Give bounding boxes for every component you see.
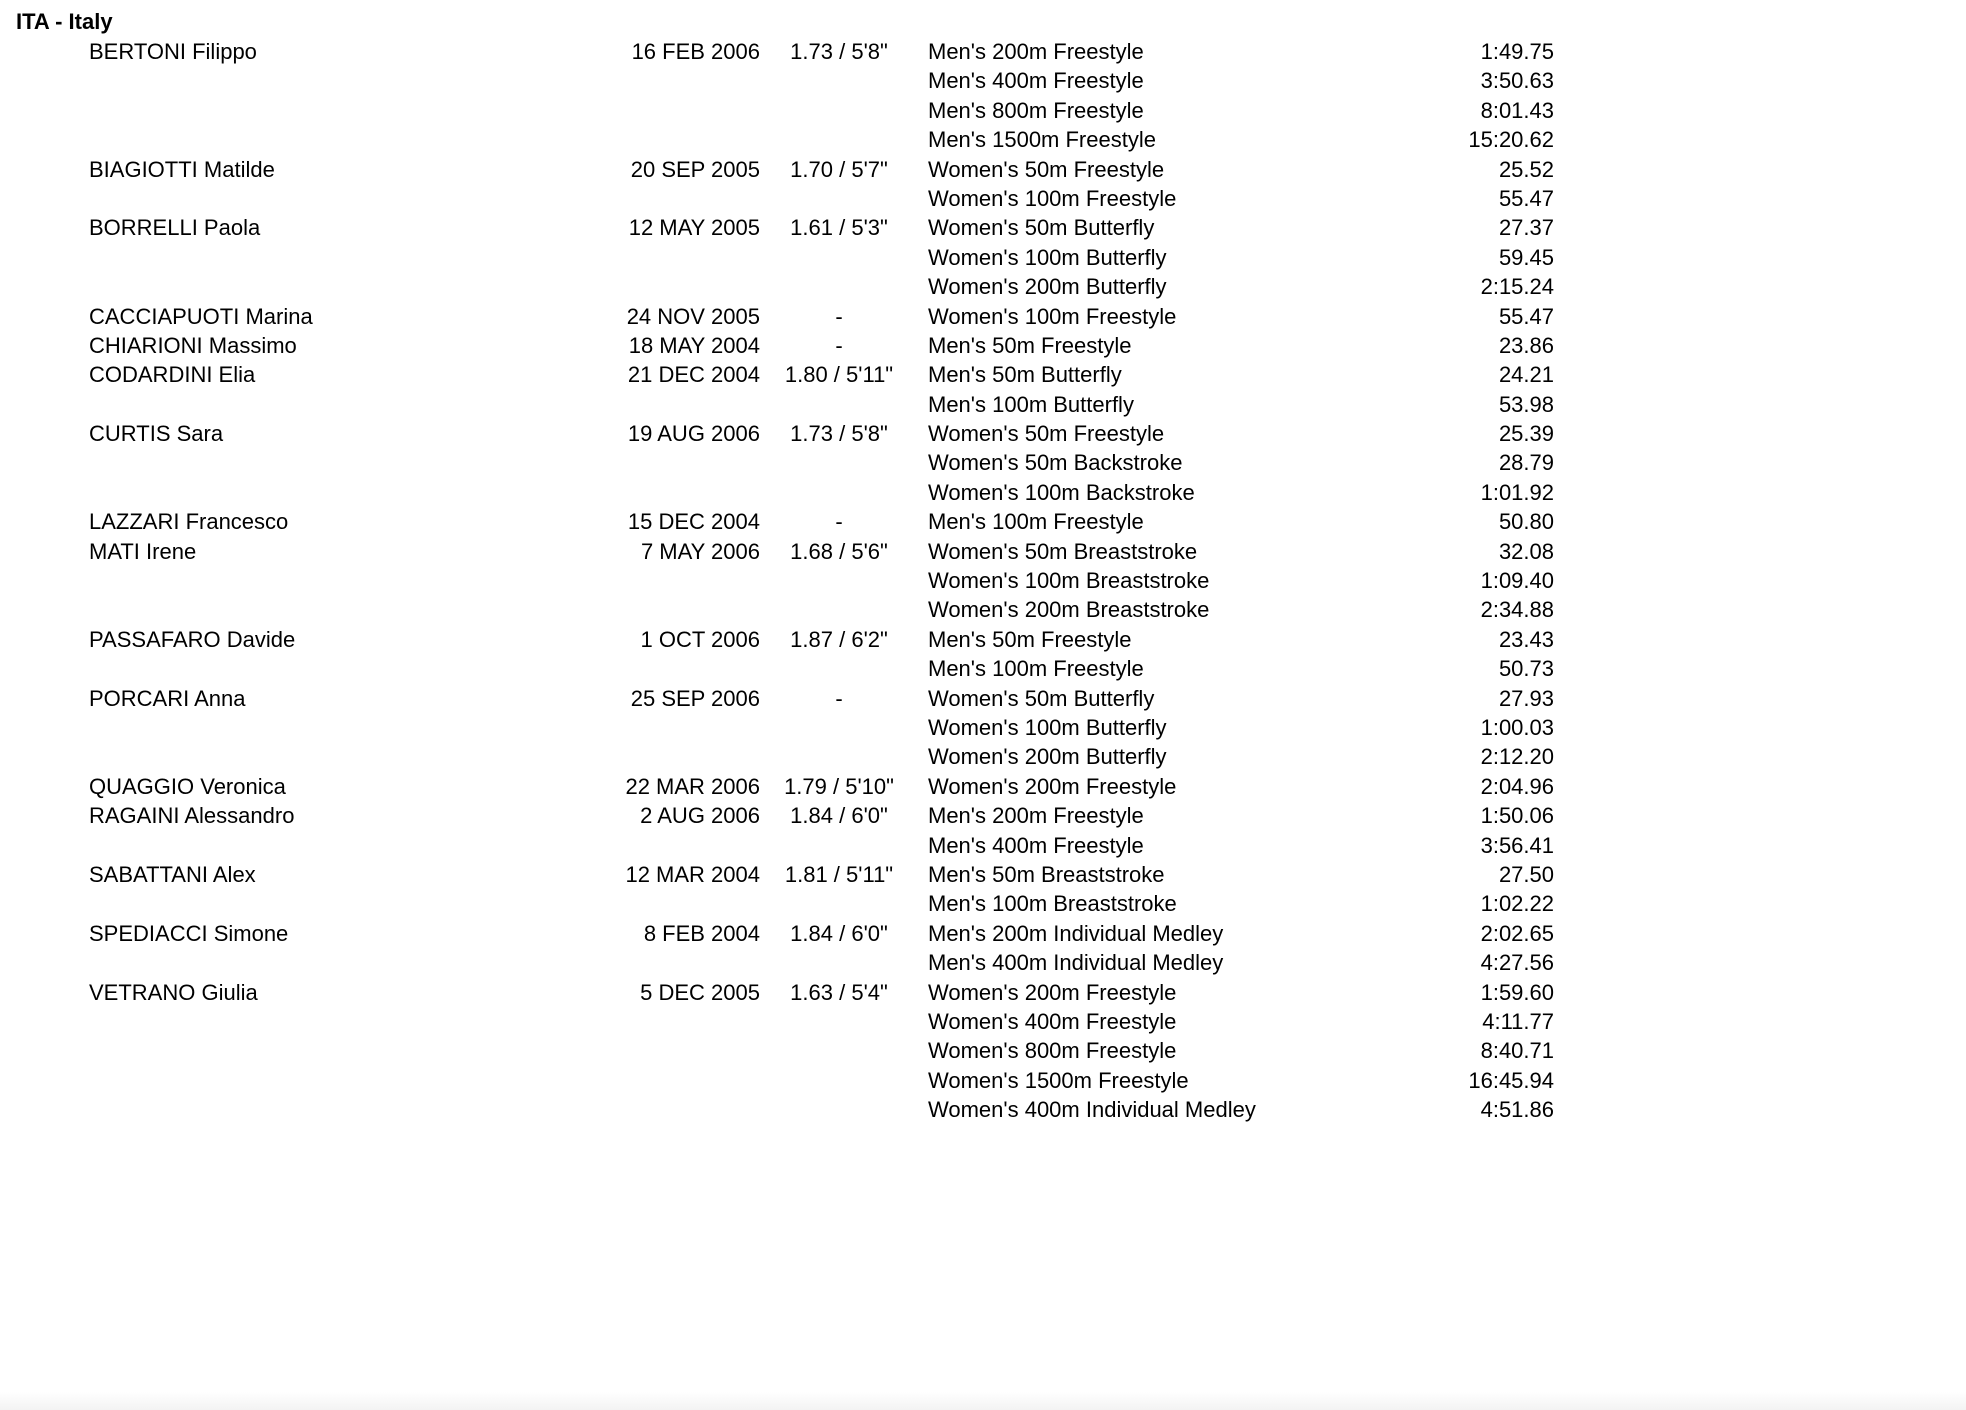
entry-time: 24.21 bbox=[1498, 362, 1554, 388]
entry-time: 1:59.60 bbox=[1480, 979, 1554, 1005]
event-name: Men's 100m Breaststroke bbox=[928, 891, 1177, 917]
country-heading: ITA - Italy bbox=[16, 9, 113, 34]
entry-row bbox=[0, 96, 1966, 125]
entry-time: 2:02.65 bbox=[1480, 920, 1554, 946]
athlete-height: 1.80 / 5'11" bbox=[784, 362, 894, 388]
athlete-name: PASSAFARO Davide bbox=[89, 626, 296, 652]
event-name: Women's 200m Freestyle bbox=[928, 979, 1177, 1005]
event-name: Women's 200m Breaststroke bbox=[928, 597, 1210, 623]
entry-time: 3:56.41 bbox=[1480, 832, 1554, 858]
athlete-height: 1.79 / 5'10" bbox=[784, 773, 894, 799]
event-name: Women's 50m Freestyle bbox=[928, 156, 1165, 182]
event-name: Men's 100m Butterfly bbox=[928, 391, 1134, 417]
bottom-shade bbox=[0, 1392, 1966, 1410]
entry-row bbox=[0, 125, 1966, 154]
entry-row bbox=[0, 1007, 1966, 1036]
athlete-height: - bbox=[835, 509, 843, 535]
entry-time: 27.93 bbox=[1498, 685, 1554, 711]
athlete-name: MATI Irene bbox=[89, 538, 197, 564]
entry-row bbox=[0, 419, 1966, 448]
entry-time: 55.47 bbox=[1498, 185, 1554, 211]
entry-row bbox=[0, 713, 1966, 742]
entry-row bbox=[0, 213, 1966, 242]
entry-row bbox=[0, 507, 1966, 536]
entry-row bbox=[0, 243, 1966, 272]
event-name: Women's 100m Butterfly bbox=[928, 244, 1167, 270]
entry-time: 27.50 bbox=[1498, 861, 1554, 887]
entry-time: 1:00.03 bbox=[1480, 714, 1554, 740]
event-name: Men's 200m Individual Medley bbox=[928, 920, 1224, 946]
event-name: Women's 1500m Freestyle bbox=[928, 1067, 1189, 1093]
event-name: Women's 100m Freestyle bbox=[928, 185, 1177, 211]
event-name: Men's 800m Freestyle bbox=[928, 97, 1144, 123]
entry-row bbox=[0, 625, 1966, 654]
entry-row bbox=[0, 831, 1966, 860]
event-name: Women's 400m Individual Medley bbox=[928, 1097, 1256, 1123]
event-name: Women's 100m Backstroke bbox=[928, 479, 1195, 505]
entry-row bbox=[0, 684, 1966, 713]
entry-time: 25.39 bbox=[1498, 421, 1554, 447]
event-name: Women's 200m Butterfly bbox=[928, 274, 1167, 300]
entry-row bbox=[0, 390, 1966, 419]
entry-time: 59.45 bbox=[1498, 244, 1554, 270]
event-name: Women's 400m Freestyle bbox=[928, 1008, 1177, 1034]
entry-row bbox=[0, 978, 1966, 1007]
entry-time: 1:01.92 bbox=[1480, 479, 1554, 505]
athlete-height: 1.61 / 5'3" bbox=[790, 215, 888, 241]
event-name: Men's 100m Freestyle bbox=[928, 656, 1144, 682]
entry-time: 1:09.40 bbox=[1480, 568, 1554, 594]
event-name: Men's 1500m Freestyle bbox=[928, 127, 1156, 153]
entry-time: 4:51.86 bbox=[1480, 1097, 1554, 1123]
event-name: Women's 200m Freestyle bbox=[928, 773, 1177, 799]
date-of-birth: 21 DEC 2004 bbox=[627, 362, 760, 388]
athlete-height: 1.84 / 6'0" bbox=[790, 803, 888, 829]
event-name: Women's 100m Breaststroke bbox=[928, 568, 1210, 594]
athlete-height: - bbox=[835, 303, 843, 329]
date-of-birth: 18 MAY 2004 bbox=[628, 332, 760, 358]
entry-row bbox=[0, 654, 1966, 683]
entry-row bbox=[0, 331, 1966, 360]
event-name: Men's 400m Individual Medley bbox=[928, 950, 1224, 976]
event-name: Women's 800m Freestyle bbox=[928, 1038, 1177, 1064]
entry-row bbox=[0, 478, 1966, 507]
date-of-birth: 25 SEP 2006 bbox=[630, 685, 760, 711]
entry-row bbox=[0, 448, 1966, 477]
entry-row bbox=[0, 1036, 1966, 1065]
entry-row bbox=[0, 360, 1966, 389]
event-name: Women's 50m Freestyle bbox=[928, 421, 1165, 447]
event-name: Women's 50m Butterfly bbox=[928, 685, 1155, 711]
athlete-name: BERTONI Filippo bbox=[89, 39, 257, 64]
entry-row bbox=[0, 948, 1966, 977]
entry-row bbox=[0, 566, 1966, 595]
entry-time: 2:15.24 bbox=[1480, 274, 1554, 300]
entries-list bbox=[0, 37, 1966, 1124]
date-of-birth: 5 DEC 2005 bbox=[640, 979, 760, 1005]
event-name: Women's 100m Butterfly bbox=[928, 714, 1167, 740]
entry-time: 8:01.43 bbox=[1480, 97, 1554, 123]
event-name: Women's 50m Butterfly bbox=[928, 215, 1155, 241]
event-name: Women's 50m Backstroke bbox=[928, 450, 1183, 476]
date-of-birth: 12 MAR 2004 bbox=[625, 861, 760, 887]
entry-row bbox=[0, 155, 1966, 184]
entry-row bbox=[0, 889, 1966, 918]
entry-time: 23.43 bbox=[1498, 626, 1554, 652]
athlete-name: PORCARI Anna bbox=[89, 685, 246, 711]
event-name: Women's 200m Butterfly bbox=[928, 744, 1167, 770]
entry-row bbox=[0, 272, 1966, 301]
athlete-name: CODARDINI Elia bbox=[89, 362, 256, 388]
athlete-name: CURTIS Sara bbox=[89, 421, 224, 447]
entry-time: 50.80 bbox=[1498, 509, 1554, 535]
athlete-name: LAZZARI Francesco bbox=[89, 509, 289, 535]
event-name: Men's 50m Freestyle bbox=[928, 332, 1132, 358]
entry-time: 4:11.77 bbox=[1482, 1008, 1554, 1034]
entry-time: 2:12.20 bbox=[1480, 744, 1554, 770]
entry-time: 2:04.96 bbox=[1480, 773, 1554, 799]
athlete-height: - bbox=[835, 685, 843, 711]
event-name: Men's 50m Breaststroke bbox=[928, 861, 1165, 887]
athlete-name: QUAGGIO Veronica bbox=[89, 773, 286, 799]
athlete-name: CHIARIONI Massimo bbox=[89, 332, 297, 358]
entry-time: 1:50.06 bbox=[1480, 803, 1554, 829]
athlete-height: 1.68 / 5'6" bbox=[790, 538, 888, 564]
event-name: Men's 200m Freestyle bbox=[928, 39, 1144, 64]
entry-time: 8:40.71 bbox=[1480, 1038, 1554, 1064]
entry-time: 27.37 bbox=[1498, 215, 1554, 241]
date-of-birth: 16 FEB 2006 bbox=[631, 39, 760, 64]
athlete-height: 1.81 / 5'11" bbox=[784, 861, 894, 887]
athlete-height: 1.73 / 5'8" bbox=[790, 39, 888, 64]
date-of-birth: 20 SEP 2005 bbox=[630, 156, 760, 182]
athlete-name: BIAGIOTTI Matilde bbox=[89, 156, 275, 182]
event-name: Men's 100m Freestyle bbox=[928, 509, 1144, 535]
athlete-name: CACCIAPUOTI Marina bbox=[89, 303, 313, 329]
entry-row bbox=[0, 1095, 1966, 1124]
entry-time: 15:20.62 bbox=[1468, 127, 1554, 153]
entry-row bbox=[0, 742, 1966, 771]
athlete-name: RAGAINI Alessandro bbox=[89, 803, 295, 829]
entry-time: 1:02.22 bbox=[1480, 891, 1554, 917]
date-of-birth: 15 DEC 2004 bbox=[627, 509, 760, 535]
athlete-name: BORRELLI Paola bbox=[89, 215, 261, 241]
event-name: Women's 100m Freestyle bbox=[928, 303, 1177, 329]
entry-time: 2:34.88 bbox=[1480, 597, 1554, 623]
entry-time: 53.98 bbox=[1498, 391, 1554, 417]
athlete-height: 1.73 / 5'8" bbox=[790, 421, 888, 447]
entry-time: 3:50.63 bbox=[1480, 68, 1554, 94]
entry-row bbox=[0, 919, 1966, 948]
entry-time: 32.08 bbox=[1498, 538, 1554, 564]
entry-time: 55.47 bbox=[1498, 303, 1554, 329]
athlete-height: 1.87 / 6'2" bbox=[790, 626, 888, 652]
athlete-name: SABATTANI Alex bbox=[89, 861, 256, 887]
athlete-name: VETRANO Giulia bbox=[89, 979, 258, 1005]
entry-row bbox=[0, 66, 1966, 95]
entry-row bbox=[0, 184, 1966, 213]
entry-row bbox=[0, 302, 1966, 331]
date-of-birth: 19 AUG 2006 bbox=[627, 421, 760, 447]
entry-row bbox=[0, 860, 1966, 889]
entry-row bbox=[0, 1066, 1966, 1095]
athlete-height: - bbox=[835, 332, 843, 358]
entry-time: 28.79 bbox=[1498, 450, 1554, 476]
athlete-height: 1.84 / 6'0" bbox=[790, 920, 888, 946]
entry-time: 16:45.94 bbox=[1468, 1067, 1554, 1093]
event-name: Men's 400m Freestyle bbox=[928, 832, 1144, 858]
date-of-birth: 2 AUG 2006 bbox=[640, 803, 760, 829]
athlete-name: SPEDIACCI Simone bbox=[89, 920, 289, 946]
entry-time: 23.86 bbox=[1498, 332, 1554, 358]
entry-time: 1:49.75 bbox=[1480, 39, 1554, 64]
entry-row bbox=[0, 801, 1966, 830]
event-name: Men's 200m Freestyle bbox=[928, 803, 1144, 829]
event-name: Men's 50m Freestyle bbox=[928, 626, 1132, 652]
entry-row bbox=[0, 537, 1966, 566]
entry-row bbox=[0, 772, 1966, 801]
date-of-birth: 1 OCT 2006 bbox=[640, 626, 760, 652]
event-name: Men's 50m Butterfly bbox=[928, 362, 1122, 388]
date-of-birth: 12 MAY 2005 bbox=[628, 215, 760, 241]
entry-time: 25.52 bbox=[1498, 156, 1554, 182]
event-name: Men's 400m Freestyle bbox=[928, 68, 1144, 94]
entry-row bbox=[0, 595, 1966, 624]
date-of-birth: 8 FEB 2004 bbox=[643, 920, 760, 946]
athlete-height: 1.63 / 5'4" bbox=[790, 979, 888, 1005]
date-of-birth: 24 NOV 2005 bbox=[626, 303, 760, 329]
entry-row bbox=[0, 37, 1966, 66]
athlete-height: 1.70 / 5'7" bbox=[790, 156, 888, 182]
entry-time: 50.73 bbox=[1498, 656, 1554, 682]
entry-time: 4:27.56 bbox=[1480, 950, 1554, 976]
date-of-birth: 22 MAR 2006 bbox=[625, 773, 760, 799]
event-name: Women's 50m Breaststroke bbox=[928, 538, 1198, 564]
date-of-birth: 7 MAY 2006 bbox=[640, 538, 760, 564]
